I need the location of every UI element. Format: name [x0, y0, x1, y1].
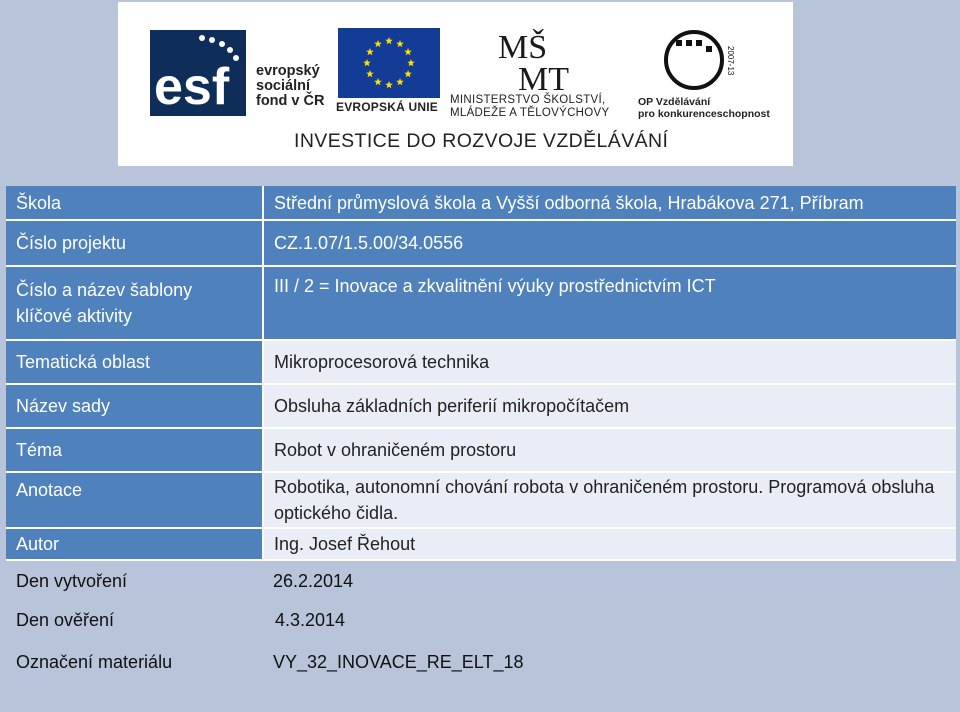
svg-text:esf: esf	[154, 58, 230, 116]
row-value: 26.2.2014	[273, 570, 354, 591]
row-label: Číslo projektu	[6, 220, 263, 266]
row-value: Robot v ohraničeném prostoru	[263, 428, 956, 472]
op-logo-icon	[660, 26, 736, 94]
svg-text:MŠ: MŠ	[498, 29, 548, 66]
row-value: VY_32_INOVACE_RE_ELT_18	[273, 652, 524, 672]
op-text	[638, 96, 770, 120]
table-row	[6, 472, 956, 528]
esf-line-3: fond v ČR	[256, 93, 325, 109]
esf-logo-icon	[150, 30, 246, 116]
msmt-line-2: MLÁDEŽE A TĚLOVÝCHOVY	[450, 107, 610, 119]
table-row	[6, 384, 956, 428]
investice-slogan: INVESTICE DO ROZVOJE VZDĚLÁVÁNÍ	[294, 130, 669, 152]
op-line-2: pro konkurenceschopnost	[638, 108, 770, 120]
eu-caption: EVROPSKÁ UNIE	[336, 100, 438, 114]
op-years: 2007-13	[726, 46, 735, 76]
logo-banner	[118, 2, 793, 166]
table-row	[6, 220, 956, 266]
row-value: Střední průmyslová škola a Vyšší odborná škola, Hrabákova 271, Příbram	[263, 186, 956, 220]
row-label: Den ověření	[16, 610, 115, 630]
op-line-1: OP Vzdělávání	[638, 96, 711, 108]
row-value: Mikroprocesorová technika	[263, 340, 956, 384]
row-label: Téma	[6, 428, 263, 472]
table-row	[6, 600, 956, 640]
row-value: III / 2 = Inovace a zkvalitnění výuky prostřednictvím ICT	[263, 266, 956, 340]
row-value: Robotika, autonomní chování robota v ohraničeném prostoru. Programová obsluha optického čidla.	[263, 472, 956, 528]
row-label: Tematická oblast	[6, 340, 263, 384]
row-label: Autor	[6, 528, 263, 560]
row-label: Den vytvoření	[16, 570, 128, 591]
eu-flag-icon	[338, 28, 440, 98]
table-row	[6, 186, 956, 220]
msmt-logo-icon	[496, 28, 584, 94]
esf-line-1: evropský	[256, 63, 320, 79]
msmt-line-1: MINISTERSTVO ŠKOLSTVÍ,	[450, 94, 606, 106]
table-row	[6, 266, 956, 340]
row-label: Anotace	[6, 472, 263, 528]
row-label: Název sady	[6, 384, 263, 428]
svg-text:MT: MT	[518, 61, 569, 94]
project-info-table	[6, 186, 956, 684]
table-row	[6, 528, 956, 560]
table-row	[6, 340, 956, 384]
row-label: Číslo a název šablony klíčové aktivity	[6, 266, 263, 340]
row-value: 4.3.2014	[275, 610, 346, 630]
row-label: Škola	[6, 186, 263, 220]
esf-text	[256, 64, 324, 109]
row-value: CZ.1.07/1.5.00/34.0556	[263, 220, 956, 266]
msmt-text	[450, 94, 609, 120]
row-label: Označení materiálu	[16, 652, 173, 672]
table-row	[6, 428, 956, 472]
row-value: Obsluha základních periferií mikropočítačem	[263, 384, 956, 428]
esf-line-2: sociální	[256, 78, 310, 94]
table-row	[6, 640, 956, 684]
row-value: Ing. Josef Řehout	[263, 528, 956, 560]
table-row	[6, 560, 956, 600]
